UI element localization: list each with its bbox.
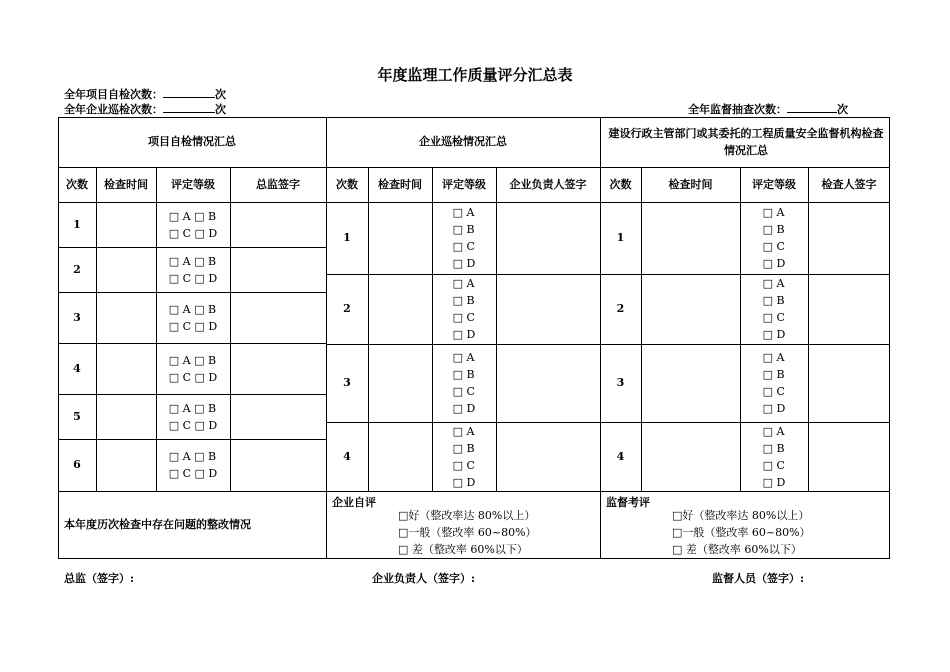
enterprise-eval-fair[interactable]: □一般（整改率 60~80%） <box>398 526 537 539</box>
col-project-count: 次数 <box>66 177 88 191</box>
col-project-time: 检查时间 <box>104 177 148 191</box>
authority-grade-options[interactable]: □ A □ B □ C □ D <box>762 206 786 270</box>
supervision-eval-poor[interactable]: □ 差（整改率 60%以下） <box>672 543 802 556</box>
project-row-number: 5 <box>73 409 81 423</box>
project-grade-options[interactable]: □ A □ B □ C □ D <box>168 450 218 480</box>
project-row-number: 3 <box>73 310 81 324</box>
rectification-label: 本年度历次检查中存在问题的整改情况 <box>64 517 251 531</box>
patrol-count-label: 全年企业巡检次数： <box>64 103 163 116</box>
patrol-count-line <box>64 101 226 117</box>
col-enterprise-count: 次数 <box>336 177 358 191</box>
patrol-count-blank[interactable] <box>163 103 215 113</box>
project-grade-options[interactable]: □ A □ B □ C □ D <box>168 209 218 240</box>
enterprise-row-number: 4 <box>343 449 351 463</box>
col-authority-sign: 检查人签字 <box>821 177 877 191</box>
footer-chief-signature: 总监（签字）: <box>64 572 135 585</box>
section-enterprise-header: 企业巡检情况汇总 <box>419 135 507 148</box>
supervision-count-line <box>688 101 848 117</box>
self-check-count-line <box>64 86 226 102</box>
enterprise-grade-options[interactable]: □ A □ B □ C □ D <box>452 206 476 270</box>
col-authority-count: 次数 <box>609 177 632 191</box>
summary-table <box>58 117 890 559</box>
project-grade-options[interactable]: □ A □ B □ C □ D <box>168 353 218 384</box>
supervision-eval-fair[interactable]: □一般（整改率 60~80%） <box>672 526 811 539</box>
self-check-unit: 次 <box>215 88 226 101</box>
footer-enterprise-signature: 企业负责人（签字）: <box>372 572 476 585</box>
authority-row-number: 2 <box>616 302 625 315</box>
enterprise-eval-good[interactable]: □好（整改率达 80%以上） <box>398 509 536 522</box>
supervision-count-label: 全年监督抽查次数： <box>688 103 787 116</box>
supervision-eval-title: 监督考评 <box>606 496 650 509</box>
authority-grade-options[interactable]: □ A □ B □ C □ D <box>762 351 786 415</box>
enterprise-grade-options[interactable]: □ A □ B □ C □ D <box>452 424 476 489</box>
supervision-eval-options[interactable] <box>672 507 811 558</box>
col-enterprise-grade: 评定等级 <box>442 177 486 191</box>
col-project-sign: 总监签字 <box>256 177 300 191</box>
enterprise-eval-options[interactable] <box>398 507 537 558</box>
footer-supervisor-signature: 监督人员（签字）: <box>712 572 805 585</box>
project-row-number: 4 <box>73 361 81 375</box>
section-authority-header: 建设行政主管部门或其委托的工程质量安全监督机构检查情况汇总 <box>608 127 884 157</box>
enterprise-row-number: 2 <box>343 302 351 315</box>
authority-row-number: 3 <box>616 376 625 389</box>
enterprise-eval-poor[interactable]: □ 差（整改率 60%以下） <box>398 543 528 556</box>
enterprise-eval-title: 企业自评 <box>332 496 376 509</box>
self-check-count-blank[interactable] <box>163 88 215 98</box>
project-grade-options[interactable]: □ A □ B □ C □ D <box>168 302 218 333</box>
col-authority-time: 检查时间 <box>668 177 713 191</box>
supervision-count-blank[interactable] <box>787 103 837 113</box>
project-grade-options[interactable]: □ A □ B □ C □ D <box>168 254 218 285</box>
project-row-number: 1 <box>73 217 81 231</box>
col-enterprise-time: 检查时间 <box>378 177 422 191</box>
authority-row-number: 4 <box>616 449 625 463</box>
authority-grade-options[interactable]: □ A □ B □ C □ D <box>762 277 786 341</box>
col-project-grade: 评定等级 <box>171 177 215 191</box>
page-title: 年度监理工作质量评分汇总表 <box>377 66 573 84</box>
section-project-header: 项目自检情况汇总 <box>148 135 236 148</box>
authority-row-number: 1 <box>616 231 625 244</box>
project-grade-options[interactable]: □ A □ B □ C □ D <box>168 401 218 432</box>
enterprise-grade-options[interactable]: □ A □ B □ C □ D <box>452 351 476 415</box>
patrol-unit: 次 <box>215 103 226 116</box>
col-authority-grade: 评定等级 <box>752 177 796 191</box>
enterprise-row-number: 3 <box>343 376 351 389</box>
self-check-count-label: 全年项目自检次数： <box>64 88 163 101</box>
project-row-number: 6 <box>73 458 81 471</box>
authority-grade-options[interactable]: □ A □ B □ C □ D <box>762 424 786 489</box>
enterprise-grade-options[interactable]: □ A □ B □ C □ D <box>452 277 476 341</box>
supervision-unit: 次 <box>837 103 848 116</box>
col-enterprise-sign: 企业负责人签字 <box>509 177 587 191</box>
enterprise-row-number: 1 <box>343 231 351 244</box>
project-row-number: 2 <box>73 262 81 276</box>
supervision-eval-good[interactable]: □好（整改率达 80%以上） <box>672 509 810 522</box>
